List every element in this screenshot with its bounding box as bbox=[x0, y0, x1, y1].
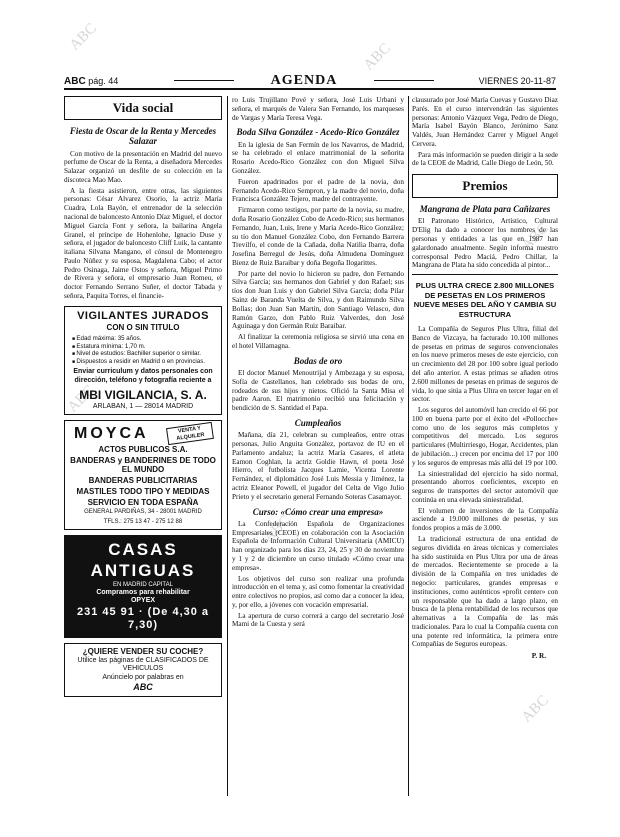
article-paragraph: En la iglesia de San Fermín de los Navarros, de Madrid, se ha celebrado el enlace matrimonial de la señorita Rosario Acedo-Rico González con don Miguel Silva González. bbox=[232, 140, 404, 176]
list-item: ■ Edad máxima: 35 años. bbox=[72, 335, 218, 343]
list-item: ■ Nivel de estudios: Bachiller superior o similar. bbox=[72, 350, 218, 358]
ad-company: MBI VIGILANCIA, S. A. bbox=[79, 388, 207, 403]
column-divider bbox=[408, 96, 409, 796]
ad-phone: 231 45 91 · (De 4,30 a 7,30) bbox=[76, 605, 210, 632]
article-paragraph: El Patronato Histórico, Artístico, Cultural D'Elig ha dado a conocer los nombres de las personas y entidades a las que en 1987 han galardonado anualmente. Según informa nuestro corresponsal Pedro Maciá, Pedro Chillar, la Mangrana de Plata ha sido concedida al pintor... bbox=[412, 217, 558, 270]
watermark: ABC bbox=[260, 512, 294, 546]
article-title: Cumpleaños bbox=[294, 417, 342, 428]
section-title: Premios bbox=[412, 174, 558, 198]
ad-address: GENERAL PARDIÑAS, 34 - 28001 MADRID bbox=[84, 509, 202, 516]
ad-location: EN MADRID CAPITAL bbox=[113, 581, 173, 588]
news-headline: PLUS ULTRA CRECE 2.800 MILLONES DE PESETAS EN LOS PRIMEROS NUEVE MESES DEL AÑO Y CAMBIA SU ESTRUCTURA bbox=[413, 281, 557, 319]
article-paragraph: La apertura de curso correrá a cargo del secretario José Mami de la Cuesta y será bbox=[232, 611, 404, 629]
divider bbox=[412, 274, 558, 275]
ad-text: Anúncielo por palabras en bbox=[102, 673, 184, 681]
article-paragraph: Por parte del novio lo hicieron su padre, don Fernando Silva García; sus hermanos don Gabriel y don Rafael; sus tíos don Juan Luis y don Gabriel Silva García; doña Pilar Sainz de Baranda Vuelta de Silva, y don Raimundo Silva Bollas; don Juan San Martín, don Santiago Velasco, don Ramón Garzo, don Pablo Ruiz Valverdes, don José Aguinaga y don Germán Ruiz Baraibar. bbox=[232, 269, 404, 331]
article-title: Fiesta de Oscar de la Renta y Mercedes Salazar bbox=[69, 125, 217, 147]
article-paragraph: La siniestralidad del ejercicio ha sido normal, presentando ahorros coeficientes, excepto en seguros de transportes del sector automóvil que continúa en una elevada siniestralidad. bbox=[412, 469, 558, 504]
article-title: Curso: «Cómo crear una empresa» bbox=[252, 506, 384, 517]
article-paragraph: La Confederación Española de Organizaciones Empresariales (CEOE) en colaboración con la Asociación Española de Información Cultural Universitaria (AMICU) han organizado para los días 23, 24, 25 y 30 de noviembre y 1 y 2 de diciembre un curso titulado «Cómo crear una empresa». bbox=[232, 519, 404, 572]
ad-service: BANDERAS y BANDERINES DE TODO EL MUNDO bbox=[70, 455, 216, 475]
article-paragraph: A la fiesta asistieron, entre otras, las siguientes personas: César Alvarez Osorio, la actriz María Cuadra, Lola Bayón, el entrenador de la selección nacional de baloncesto Antonio Díaz Miguel, el doctor Miguel García Font y señora, la bailarina Angela Granel, el príncipe de Hohenlohe, Ignacio Duse y señora, el jugador de baloncesto Cliff Luik, la cantante italiana Silvana Mangano, el cónsul de Montenegro Paulo Núñez y su esposa, Magdalena Cabo; el actor Pedro Osinaga, Jaime Ostos y señora, Miguel Primo de Rivera y señora, el empresario Juan Romeu, el doctor Fernando Serrano Suñer, el doctor Tabada y señora, Paquita Torres, el financie- bbox=[64, 186, 222, 301]
ad-address: ARLABAN, 1 — 28014 MADRID bbox=[92, 402, 194, 410]
article-paragraph: La tradicional estructura de una entidad de seguros dividida en áreas técnicas y comerciales ha sido sustituida en Plus Ultra por una de áreas de mercados. Recientemente se procede a la división de la Compañía en tres unidades de negocio: particulares, grandes empresas e instituciones, como auténticos «profit center» con un responsable que ha dado a largo plazo, en busca de la plena rentabilidad de los recursos que alternativas a la Compañía de las más tradicionales. Para lo cual la Compañía cuenta con una potente red informática, la primera entre Compañías de Seguros europeas. bbox=[412, 535, 558, 649]
ad-service: MASTILES TODO TIPO Y MEDIDAS bbox=[76, 486, 210, 496]
ad-moyca bbox=[64, 420, 222, 530]
ad-title: CASAS ANTIGUAS bbox=[90, 540, 196, 580]
page-number: pág. 44 bbox=[88, 76, 119, 86]
ad-text: Utilice las páginas de CLASIFICADOS DE VEHICULOS bbox=[77, 656, 209, 673]
ad-casas-antiguas bbox=[64, 535, 222, 638]
article-paragraph: Fueron apadrinados por el padre de la novia, don Fernando Acedo-Rico Sempron, y la madre del novio, doña Francisca González Tejero, madre del contrayente. bbox=[232, 177, 404, 204]
requirements-list bbox=[68, 335, 218, 365]
ad-logo: ABC bbox=[133, 682, 153, 693]
article-paragraph: Mañana, día 21, celebran su cumpleaños, entre otras personas, Julio Anguita González, portavoz de IU en el Parlamento andaluz; la actriz María Casares, el atleta Eamon Coghlan, la actriz Goldie Hawn, el poeta José Hierro, el futbolista Jacques Lamie, Vicenta Lorente Fernández, el diplomático José Luis Messia y Jiménez, la actriz Eleanor Powell, el jugador del Celta de Vigo Julio Prieto y el secretario general Fernando Soteras Casamayor. bbox=[232, 431, 404, 501]
ad-contact: OPYEX bbox=[130, 597, 156, 605]
article-paragraph: El doctor Manuel Menoutrijal y Ambezaga y su esposa, Sofía de Castellanos, han celebrado sus bodas de oro, rodeados de sus hijos y nietos. Ofició la Santa Misa el padre Aaron. El matrimonio recibió una felicitación y bendición de S. Santidad el Papa. bbox=[232, 369, 404, 413]
ad-service: SERVICIO EN TODA ESPAÑA bbox=[87, 497, 199, 507]
ad-offer: Compramos para rehabilitar bbox=[96, 588, 190, 596]
ad-stamp: VENTA Y ALQUILER bbox=[166, 422, 214, 446]
ad-subtitle: CON O SIN TITULO bbox=[106, 323, 180, 333]
article-title: Bodas de oro bbox=[293, 355, 343, 366]
ad-vigilantes bbox=[64, 306, 222, 416]
column-2 bbox=[232, 96, 404, 631]
ad-cta: Enviar curriculum y datos personales con dirección, teléfono y fotografía reciente a bbox=[73, 368, 213, 384]
watermark: ABC bbox=[518, 220, 552, 254]
watermark: ABC bbox=[518, 692, 552, 726]
article-title: Boda Silva González - Acedo-Rico González bbox=[236, 127, 400, 138]
article-paragraph: Los seguros del automóvil han crecido el 66 por 100 en buena parte por el éxito del «Pollocche» como uno de los seguros más completos y competitivos del mercado. Los seguros particulares (Multirriesgo, Hogar, Accidentes, plan de jubilación...) crecen por encima del 17 por 100 y los seguros de empresas más allá del 19 por 100. bbox=[412, 406, 559, 467]
ad-phones: TFLS.: 275 13 47 - 275 12 88 bbox=[103, 518, 183, 525]
ad-service: BANDERAS PUBLICITARIAS bbox=[88, 476, 198, 486]
section-name: AGENDA bbox=[244, 72, 364, 89]
article-paragraph: El volumen de inversiones de la Compañía asciende a 19.000 millones de pesetas, y sus fondos propios a más de 3.000. bbox=[412, 506, 558, 533]
ad-vender-coche bbox=[64, 643, 222, 697]
ad-headline: ¿QUIERE VENDER SU COCHE? bbox=[82, 646, 204, 656]
list-item: ■ Dispuestos a residir en Madrid o en provincias. bbox=[72, 358, 218, 366]
page-source bbox=[64, 76, 118, 88]
ad-title: VIGILANTES JURADOS bbox=[77, 309, 209, 322]
list-item: ■ Estatura mínima: 1,70 m. bbox=[72, 343, 218, 351]
issue-date: VIERNES 20-11-87 bbox=[478, 76, 556, 86]
watermark: ABC bbox=[360, 40, 394, 74]
column-3 bbox=[412, 96, 558, 661]
article-paragraph: Firmaron como testigos, por parte de la novia, su madre, doña Rosario González Cobo de Acedo-Rico; sus hermanos Fernando, Juan, Luis, Irene y María Acedo-Rico González; su tío don Manuel González Cobo, don Fernando Barrera Trevilfo, el conde de la Cañada, doña Natilia Ibarra, doña Josefina Berregul de Jesús, doña Almudena Domínguez Bienz de Ruiz Baraibar y doña Begoña Ilogarittes. bbox=[232, 206, 404, 267]
watermark: ABC bbox=[64, 382, 98, 416]
ad-brand: MOYCA bbox=[74, 425, 149, 443]
article-paragraph: La Compañía de Seguros Plus Ultra, filial del Banco de Vizcaya, ha facturado 10.100 millones de pesetas en primas de seguros convencionales en los nueve primeros meses de este ejercicio, con un crecimiento del 28 por 100 sobre igual período del año anterior. A estas primas se añaden otros 2.600 millones de pesetas en primas de seguros de vida, lo que sitúa a Plus Ultra en tercer lugar en el sector. bbox=[412, 325, 558, 404]
ad-service: ACTOS PUBLICOS S.A. bbox=[98, 444, 188, 454]
article-paragraph: Con motivo de la presentación en Madrid del nuevo perfume de Oscar de la Renta, a diseñadora Mercedes Salazar organizó un desfile de su colección en la discoteca Mao Mao. bbox=[64, 149, 222, 184]
article-paragraph: ro Luis Trujillano Pové y señora, José Luis Urbani y señora, el marqués de Valera San Fernando, los marqueses de Vargas y María Teresa Vega. bbox=[232, 96, 404, 122]
section-title: Vida social bbox=[64, 96, 222, 120]
newspaper-logo: ABC bbox=[64, 76, 86, 87]
article-paragraph: Los objetivos del curso son realizar una profunda introducción en el tema y, así como fomentar la creatividad entre colectivos no propios, así como dar a conocer la idea, y, por ello, a jóvenes con vocación empresarial. bbox=[232, 574, 404, 609]
article-paragraph: clausurado por José María Cuevas y Gustavo Diaz Parés. En el curso intervendrán las siguientes personas: Antonio Vázquez Vega, Pedro de Diego, María Isabel Bayón Blanco, Jerónimo Sanz Valdés, Juan Hernández Carrer y Miguel Angel Cervera. bbox=[412, 96, 558, 148]
article-paragraph: Para más información se pueden dirigir a la sede de la CEOE de Madrid, Calle Diego de León, 50. bbox=[412, 150, 558, 168]
column-divider bbox=[227, 96, 228, 796]
column-1 bbox=[64, 96, 222, 702]
article-title: Mangrana de Plata para Cañizares bbox=[419, 204, 551, 215]
article-signature: P. R. bbox=[531, 652, 546, 661]
article-paragraph: Al finalizar la ceremonia religiosa se sirvió una cena en el hotel Villamagna. bbox=[232, 333, 404, 350]
page-header bbox=[64, 72, 556, 90]
watermark: ABC bbox=[66, 20, 100, 54]
